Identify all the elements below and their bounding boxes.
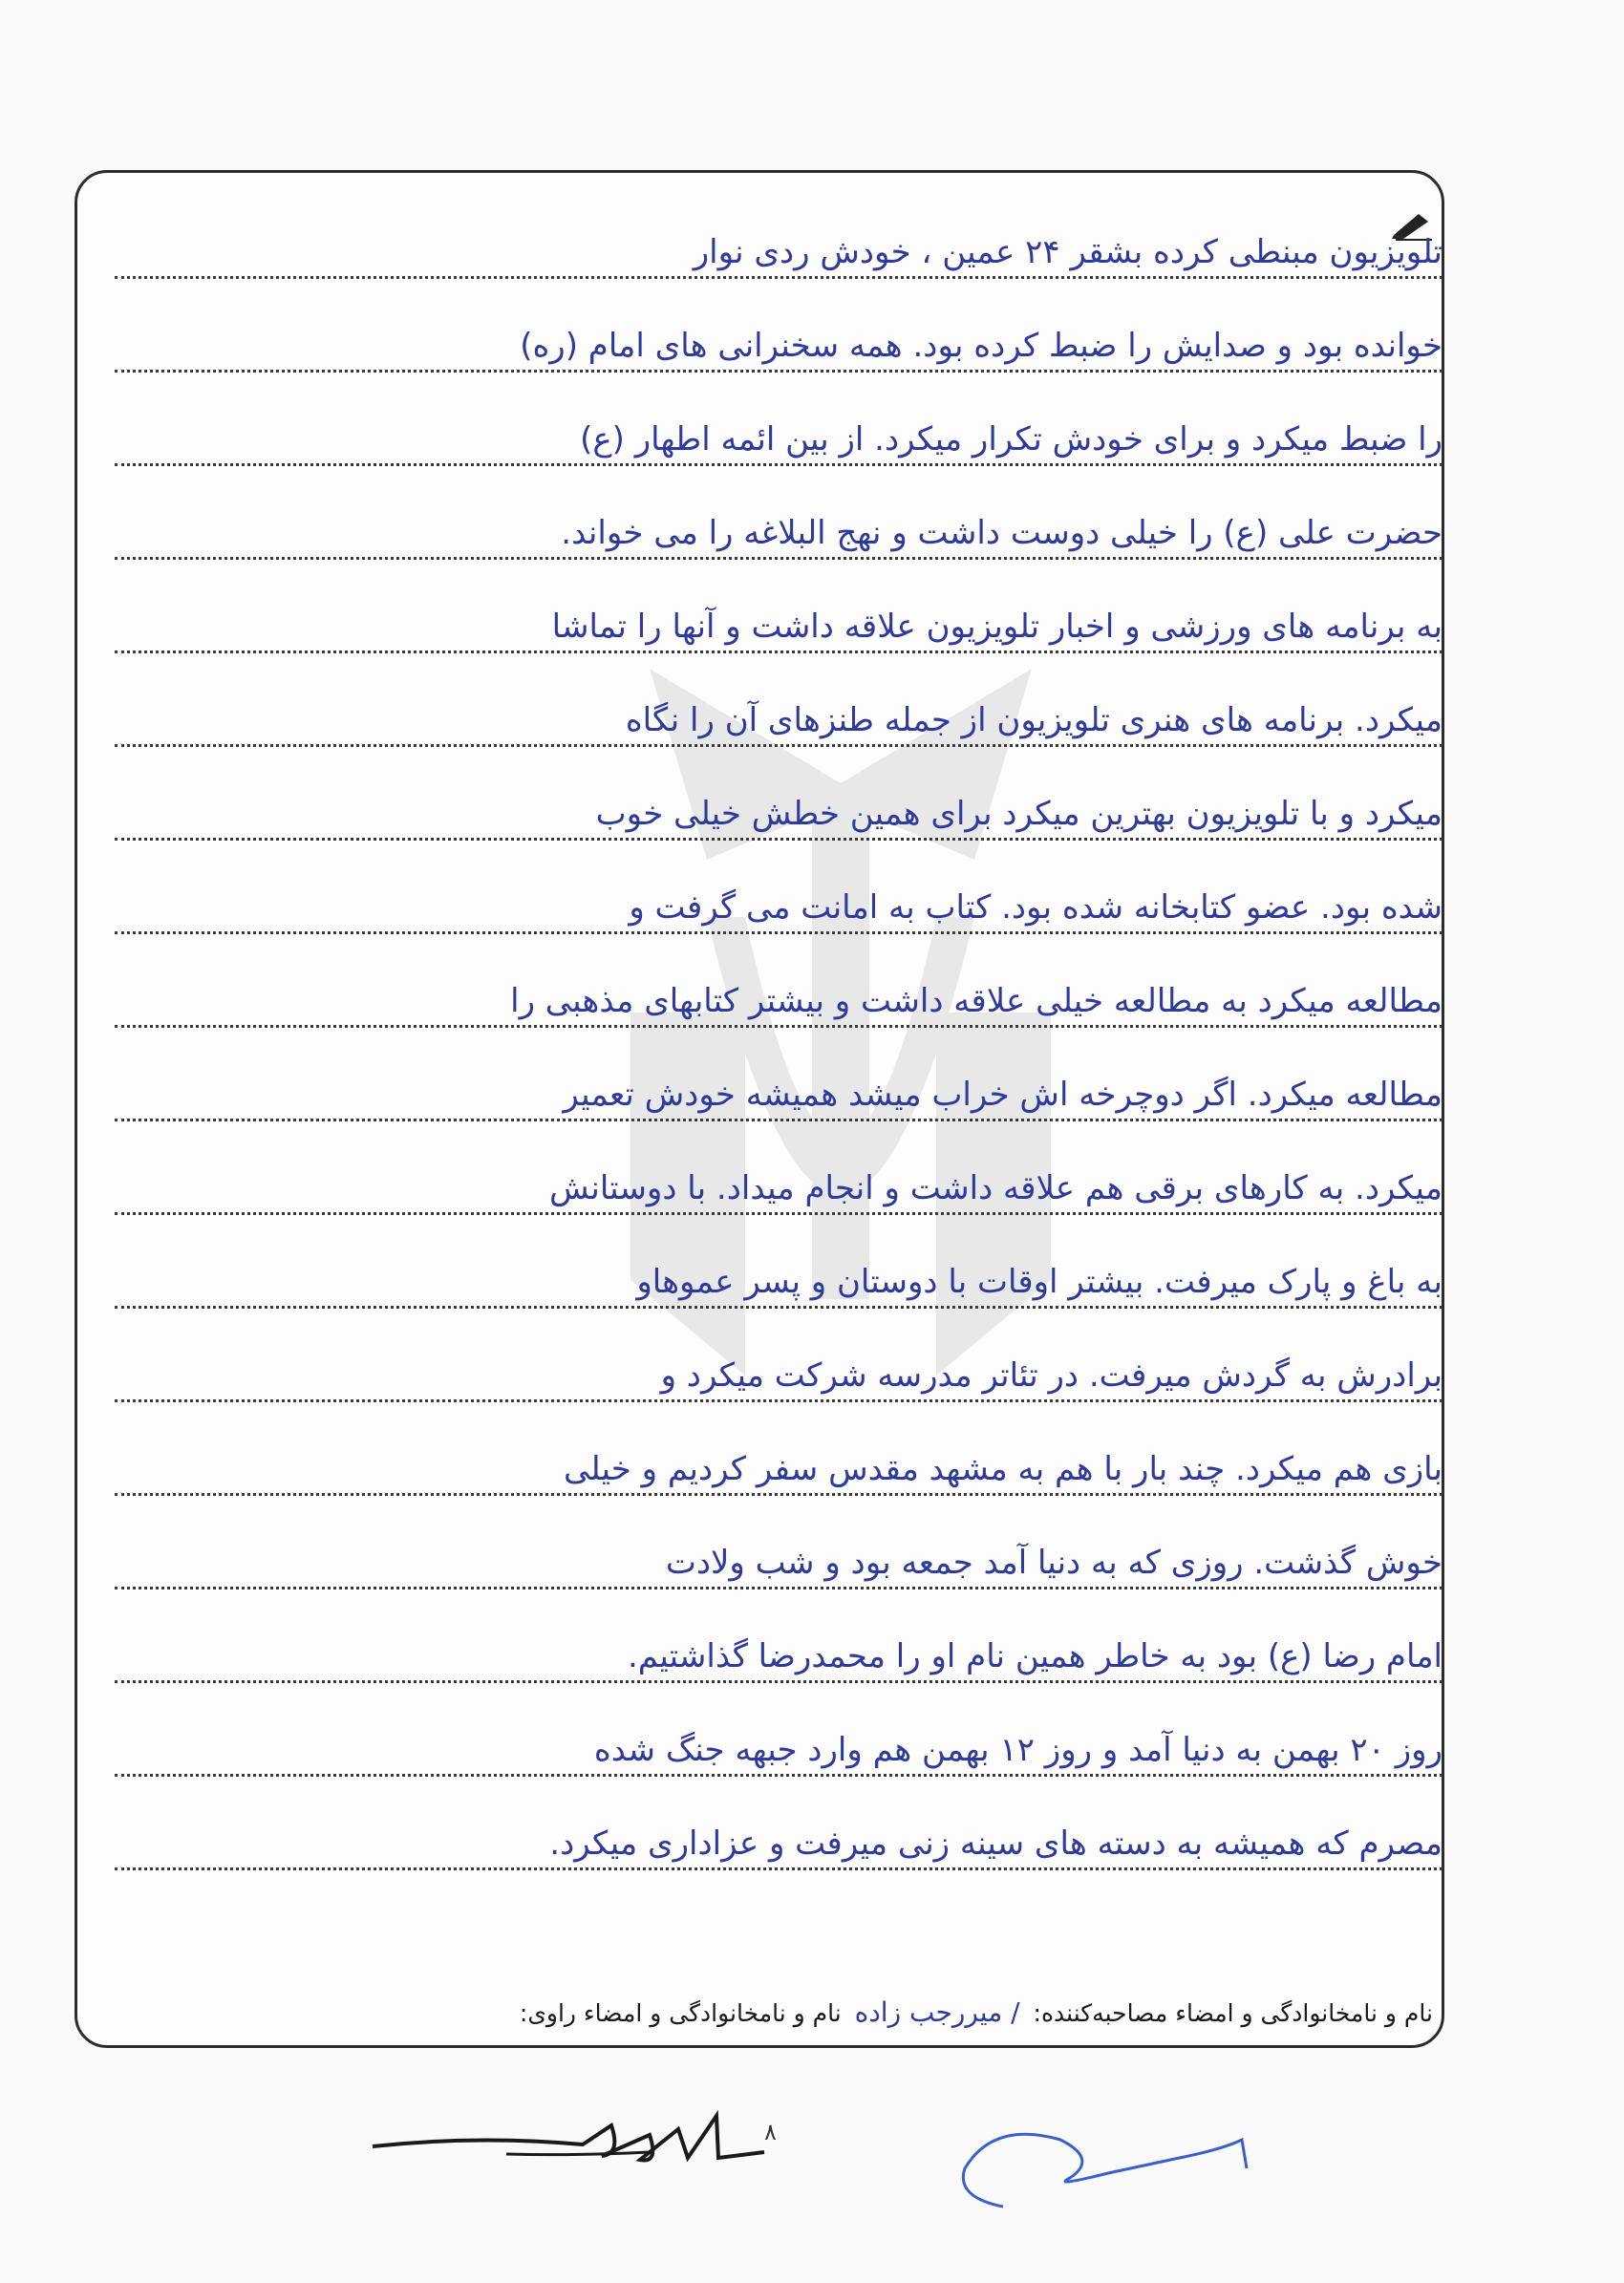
line-text: مطالعه میکرد. اگر دوچرخه اش خراب میشد همیشه خودش تعمیر [563, 1076, 1442, 1114]
text-line [105, 659, 1442, 753]
interviewer-name: / میررجب زاده [854, 1996, 1020, 2028]
line-text: خوانده بود و صدایش را ضبط کرده بود. همه سخنرانی های امام (ره) [520, 327, 1442, 365]
line-text: به برنامه های ورزشی و اخبار تلویزیون علاقه داشت و آنها را تماشا [551, 608, 1442, 646]
text-line [105, 285, 1442, 378]
text-line [105, 1127, 1442, 1221]
text-line [105, 1689, 1442, 1782]
interviewer-label: نام و نامخانوادگی و امضاء مصاحبه‌کننده: [1033, 1999, 1433, 2027]
text-line [105, 1595, 1442, 1689]
line-text: میکرد. به کارهای برقی هم علاقه داشت و انجام میداد. با دوستانش [549, 1169, 1442, 1207]
text-line [105, 1408, 1442, 1502]
text-line [105, 378, 1442, 472]
page-number: ٨ [764, 2119, 777, 2145]
text-line [105, 1034, 1442, 1127]
line-text: روز ۲۰ بهمن به دنیا آمد و روز ۱۲ بهمن هم وارد جبهه جنگ شده [593, 1731, 1442, 1769]
line-text: برادرش به گردش میرفت. در تئاتر مدرسه شرکت میکرد و [660, 1356, 1442, 1395]
text-line [105, 940, 1442, 1034]
text-line [105, 1782, 1442, 1876]
line-text: را ضبط میکرد و برای خودش تکرار میکرد. از بین ائمه اطهار (ع) [580, 420, 1442, 459]
line-text: مصرم که همیشه به دسته های سینه زنی میرفت و عزاداری میکرد. [549, 1824, 1442, 1863]
text-line [105, 472, 1442, 565]
text-line [105, 1502, 1442, 1595]
line-text: شده بود. عضو کتابخانه شده بود. کتاب به امانت می گرفت و [629, 888, 1442, 927]
line-text: میکرد. برنامه های هنری تلویزیون از جمله طنزهای آن را نگاه [625, 701, 1442, 739]
line-text: تلویزیون مبنطی کرده بشقر ۲۴ عمین ، خودش ردی نوار [693, 233, 1442, 271]
line-text: امام رضا (ع) بود به خاطر همین نام او را محمدرضا گذاشتیم. [627, 1637, 1442, 1675]
narrator-label: نام و نامخانوادگی و امضاء راوی: [519, 1999, 842, 2027]
line-text: خوش گذشت. روزی که به دنیا آمد جمعه بود و شب ولادت [665, 1544, 1442, 1582]
line-text: میکرد و با تلویزیون بهترین میکرد برای همین خطش خیلی خوب [595, 795, 1442, 833]
line-text: به باغ و پارک میرفت. بیشتر اوقات با دوستان و پسر عموهاو [636, 1263, 1442, 1301]
text-line [105, 1314, 1442, 1408]
text-line [105, 846, 1442, 940]
text-line [105, 565, 1442, 659]
line-text: بازی هم میکرد. چند بار با هم به مشهد مقدس سفر کردیم و خیلی [563, 1450, 1442, 1488]
text-line [105, 753, 1442, 846]
text-line [105, 1221, 1442, 1314]
narrator-signature [936, 2082, 1280, 2226]
signature-footer [105, 1996, 1433, 2028]
line-text: حضرت علی (ع) را خیلی دوست داشت و نهج البلاغه را می خواند. [561, 514, 1442, 552]
text-line [105, 191, 1442, 285]
line-text: مطالعه میکرد به مطالعه خیلی علاقه داشت و بیشتر کتابهای مذهبی را [510, 982, 1442, 1020]
interviewer-signature [363, 2097, 783, 2192]
